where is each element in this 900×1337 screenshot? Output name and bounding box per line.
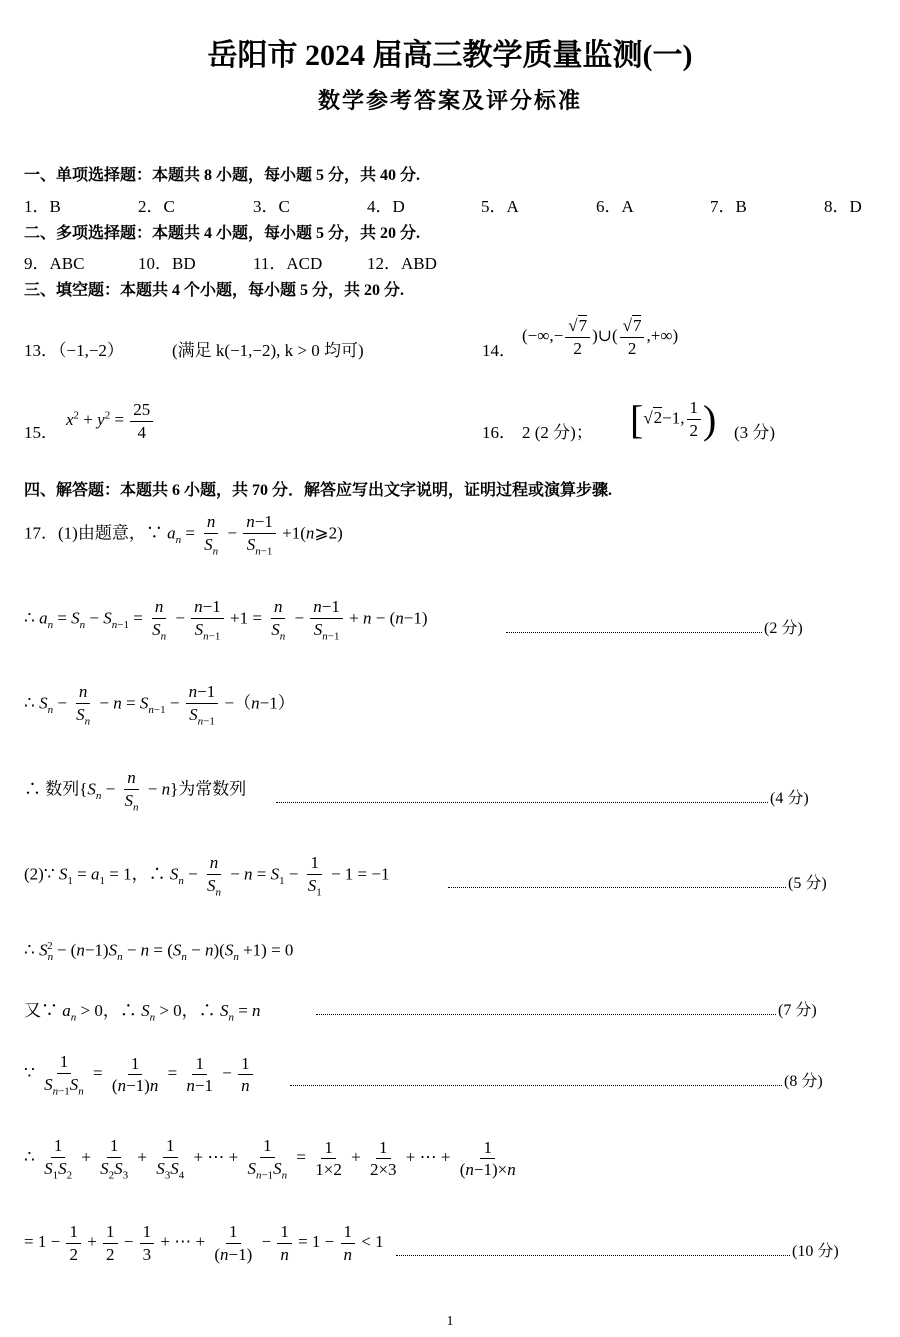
q17-line-4: ∴ 数列{$S_n$ − $\frac{n}{S_n}$ − n}为常数列 bbox=[24, 768, 247, 813]
answer-11: 11．ACD bbox=[253, 254, 323, 273]
score-4: (4 分) bbox=[770, 790, 809, 807]
answer-13-note: (满足 k(−1,−2), k > 0 均可) bbox=[172, 341, 364, 360]
leader-dots bbox=[396, 1255, 790, 1256]
answer-13: 13．（−1,−2） bbox=[24, 341, 124, 360]
page-number: 1 bbox=[446, 1314, 454, 1329]
q17-line-7: 又∵ $a_n > 0$，∴ $S_n > 0$，∴ $S_n = n$ bbox=[24, 1001, 261, 1024]
score-2: (2 分) bbox=[764, 620, 803, 637]
section-3-heading: 三、填空题：本题共 4 个小题，每小题 5 分，共 20 分. bbox=[24, 282, 405, 299]
answer-6: 6．A bbox=[596, 197, 634, 216]
answer-9: 9．ABC bbox=[24, 254, 85, 273]
answer-5: 5．A bbox=[481, 197, 519, 216]
leader-dots bbox=[316, 1014, 776, 1015]
q17-line-5: (2)∵ $S_1 = a_1 = 1$，∴ $S_n$ − $\frac{n}{S_n}$ − $n = S_1$ − $\frac{1}{S_1}$ − 1 = −1 bbox=[24, 853, 390, 898]
page-subtitle: 数学参考答案及评分标准 bbox=[317, 88, 582, 113]
answer-4: 4．D bbox=[367, 197, 405, 216]
answer-16-label: 16． bbox=[482, 423, 516, 442]
answer-16-part-b: (3 分) bbox=[734, 423, 776, 442]
leader-dots bbox=[290, 1085, 782, 1086]
page-title: 岳阳市 2024 届高三教学质量监测(一) bbox=[207, 39, 693, 72]
q17-line-10: = 1 − $\frac{1}{2}$ + $\frac{1}{2}$ − $\frac{1}{3}$ + ⋯ + $\frac{1}{(n-1)}$ − $\frac{1}{n}$ = 1 − $\frac{1}{n}$ < 1 bbox=[24, 1222, 384, 1264]
leader-dots bbox=[506, 632, 762, 633]
answer-12: 12．ABD bbox=[367, 254, 437, 273]
step2-label: (2) bbox=[24, 864, 44, 884]
text-shulie: 数列 bbox=[45, 779, 80, 799]
answer-3: 3．C bbox=[253, 197, 290, 216]
q17-line-2: ∴ $a_n = S_n - S_{n-1}$ = $\frac{n}{S_n}$ − $\frac{n-1}{S_{n-1}}$ +1 = $\frac{n}{S_n}$ − $\frac{n-1}{S_{n-1}}$ + n − (n−1) bbox=[24, 597, 428, 642]
leader-dots bbox=[448, 887, 786, 888]
answer-14-label: 14． bbox=[482, 341, 516, 360]
q17-line-8: ∵ $\frac{1}{S_{n-1}S_n}$ = $\frac{1}{(n-1)n}$ = $\frac{1}{n-1}$ − $\frac{1}{n}$ bbox=[24, 1052, 255, 1098]
text-constant-sequence: 为常数列 bbox=[178, 779, 247, 799]
answer-15-math: $x^2 + y^2$ = $\frac{25}{4}$ bbox=[66, 400, 155, 442]
leader-dots bbox=[276, 802, 768, 803]
answer-16-math: [√2−1, $\frac{1}{2}$ ) bbox=[630, 397, 717, 442]
q17-line-6: ∴ $S_n^2 - (n-1)S_n - n = (S_n - n)(S_n +1) = 0$ bbox=[24, 940, 294, 964]
answer-7: 7．B bbox=[710, 197, 747, 216]
answer-14-math: (−∞,− $\frac{√7}{2}$ )∪( $\frac{√7}{2}$ ,+∞) bbox=[522, 316, 679, 358]
section-1-heading: 一、单项选择题：本题共 8 小题，每小题 5 分，共 40 分. bbox=[24, 167, 421, 184]
score-10: (10 分) bbox=[792, 1243, 839, 1260]
score-7: (7 分) bbox=[778, 1002, 817, 1019]
score-5: (5 分) bbox=[788, 875, 827, 892]
answer-16-part-a: 2 (2 分)； bbox=[522, 423, 593, 442]
section-4-heading: 四、解答题：本题共 6 小题，共 70 分．解答应写出文字说明，证明过程或演算步骤. bbox=[24, 482, 613, 499]
answer-10: 10．BD bbox=[138, 254, 196, 273]
text-you: 又 bbox=[24, 1001, 41, 1020]
q17-line-3: ∴ $S_n$ − $\frac{n}{S_n}$ − $n = S_{n-1}$ − $\frac{n-1}{S_{n-1}}$ −（n−1） bbox=[24, 682, 295, 727]
q17-label: 17．(1)由题意， bbox=[24, 523, 146, 543]
q17-line-9: ∴ $\frac{1}{S_1S_2}$ + $\frac{1}{S_2S_3}$ + $\frac{1}{S_3S_4}$ + ⋯ + $\frac{1}{S_{n-1}S_n}$ = $\frac{1}{1\times 2}$ + $\frac{1}{2\times 3}$ + ⋯ + $\frac{1}{(n-1)\times n}$ bbox=[24, 1136, 516, 1181]
section-2-heading: 二、多项选择题：本题共 4 小题，每小题 5 分，共 20 分. bbox=[24, 225, 421, 242]
score-8: (8 分) bbox=[784, 1073, 823, 1090]
q17-line-1: 17．(1)由题意，∵ $a_n$ = $\frac{n}{S_n}$ − $\frac{n-1}{S_{n-1}}$ +1(n⩾2) bbox=[24, 512, 343, 557]
answer-1: 1．B bbox=[24, 197, 61, 216]
answer-8: 8．D bbox=[824, 197, 862, 216]
answer-15-label: 15． bbox=[24, 423, 58, 442]
answer-2: 2．C bbox=[138, 197, 175, 216]
